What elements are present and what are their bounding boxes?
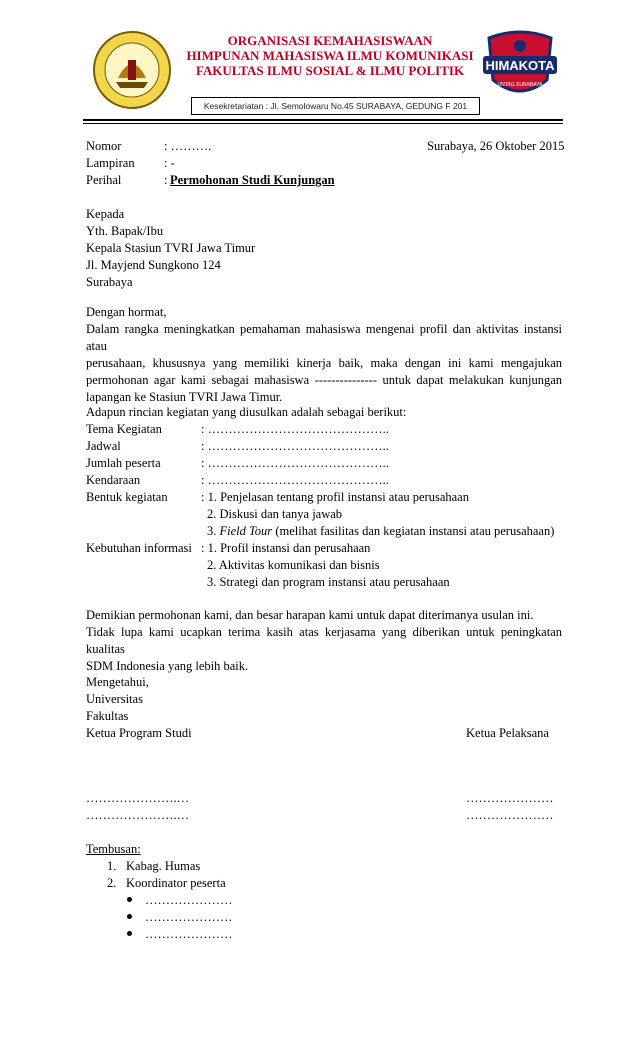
tema-value: : …………………………………….. (201, 422, 389, 436)
recipient-city: Surabaya (86, 275, 133, 289)
universitas: Universitas (86, 692, 143, 706)
org-line-3: FAKULTAS ILMU SOSIAL & ILMU POLITIK (195, 63, 465, 78)
salutation: Dengan hormat, (86, 305, 167, 319)
recipient-kepada: Kepada (86, 207, 125, 221)
bentuk-item-3-num: 3. (207, 524, 220, 538)
jumlah-label: Jumlah peserta (86, 456, 161, 470)
header-rule-thin (83, 123, 563, 124)
bullet-icon (127, 914, 132, 919)
bullet-icon (127, 931, 132, 936)
perihal-colon: : (164, 173, 168, 187)
kebutuhan-item-2: 2. Aktivitas komunikasi dan bisnis (207, 558, 380, 572)
left-signature-dots-1: ………………….… (86, 791, 190, 805)
nomor-value: : ………. (164, 139, 212, 153)
opening-paragraph (86, 321, 562, 406)
left-signature-dots-2: ………………….… (86, 808, 190, 822)
tembusan-num-1: 1. (107, 859, 117, 873)
jadwal-value: : …………………………………….. (201, 439, 389, 453)
himakota-subtext: UNTAG SURABAYA (497, 82, 543, 88)
himakota-wordmark: HIMAKOTA (485, 58, 555, 73)
ketua-pelaksana: Ketua Pelaksana (466, 726, 549, 740)
kendaraan-value: : …………………………………….. (201, 473, 389, 487)
nomor-label: Nomor (86, 139, 122, 153)
university-seal-logo (92, 30, 172, 110)
bentuk-item-3-field-tour: Field Tour (219, 524, 273, 538)
bentuk-item-1: : 1. Penjelasan tentang profil instansi atau perusahaan (201, 490, 469, 504)
perihal-subject: Permohonan Studi Kunjungan (170, 173, 335, 187)
mengetahui: Mengetahui, (86, 675, 149, 689)
closing-line-3: SDM Indonesia yang lebih baik. (86, 659, 249, 673)
recipient-title: Kepala Stasiun TVRI Jawa Timur (86, 241, 256, 255)
bentuk-item-2: 2. Diskusi dan tanya jawab (207, 507, 343, 521)
kebutuhan-item-3: 3. Strategi dan program instansi atau perusahaan (207, 575, 450, 589)
details-intro: Adapun rincian kegiatan yang diusulkan adalah sebagai berikut: (86, 405, 407, 419)
bentuk-label: Bentuk kegiatan (86, 490, 168, 504)
recipient-street: Jl. Mayjend Sungkono 124 (86, 258, 221, 272)
kendaraan-label: Kendaraan (86, 473, 141, 487)
perihal-label: Perihal (86, 173, 122, 187)
jumlah-value: : …………………………………….. (201, 456, 389, 470)
tembusan-num-2: 2. (107, 876, 117, 890)
tembusan-sub-1: ………………… (145, 893, 233, 907)
jadwal-label: Jadwal (86, 439, 121, 453)
tembusan-item-1: Kabag. Humas (126, 859, 201, 873)
tembusan-sub-3: ………………… (145, 927, 233, 941)
lampiran-label: Lampiran (86, 156, 135, 170)
lampiran-value: : - (164, 156, 175, 170)
recipient-yth: Yth. Bapak/Ibu (86, 224, 164, 238)
tembusan-sub-2: ………………… (145, 910, 233, 924)
tembusan-title: Tembusan: (86, 842, 141, 856)
bentuk-item-3 (207, 524, 554, 539)
kebutuhan-label: Kebutuhan informasi (86, 541, 192, 555)
header-rule-thick (83, 119, 563, 121)
himakota-logo (481, 28, 559, 100)
closing-line-1: Demikian permohonan kami, dan besar harapan kami untuk dapat diterimanya usulan ini. (86, 608, 534, 622)
bullet-icon (127, 897, 132, 902)
organization-header (185, 33, 475, 78)
opening-line-3: permohonan agar kami sebagai mahasiswa --------------- untuk dapat melakukan kunjungan (86, 373, 562, 387)
org-line-2: HIMPUNAN MAHASISWA ILMU KOMUNIKASI (186, 48, 474, 63)
right-signature-dots-2: ………………… (466, 808, 554, 822)
closing-paragraph (86, 624, 562, 675)
opening-line-1: Dalam rangka meningkatkan pemahaman mahasiswa mengenai profil dan aktivitas instansi atau (86, 322, 562, 353)
opening-line-4: lapangan ke Stasiun TVRI Jawa Timur. (86, 390, 283, 404)
bentuk-item-3-rest: (melihat fasilitas dan kegiatan instansi atau perusahaan) (272, 524, 555, 538)
tembusan-item-2: Koordinator peserta (126, 876, 226, 890)
ketua-program-studi: Ketua Program Studi (86, 726, 192, 740)
closing-line-2: Tidak lupa kami ucapkan terima kasih atas kerjasama yang diberikan untuk peningkatan kualitas (86, 625, 562, 656)
secretariat-address: Kesekretariatan : Jl. Semolowaru No.45 SURABAYA, GEDUNG F 201 (191, 97, 480, 115)
right-signature-dots-1: ………………… (466, 791, 554, 805)
tema-label: Tema Kegiatan (86, 422, 162, 436)
opening-line-2: perusahaan, khususnya yang memiliki kinerja baik, maka dengan ini kami mengajukan (86, 356, 562, 370)
org-line-1: ORGANISASI KEMAHASISWAAN (227, 33, 433, 48)
kebutuhan-item-1: : 1. Profil instansi dan perusahaan (201, 541, 371, 555)
fakultas: Fakultas (86, 709, 129, 723)
letter-date: Surabaya, 26 Oktober 2015 (427, 139, 565, 153)
